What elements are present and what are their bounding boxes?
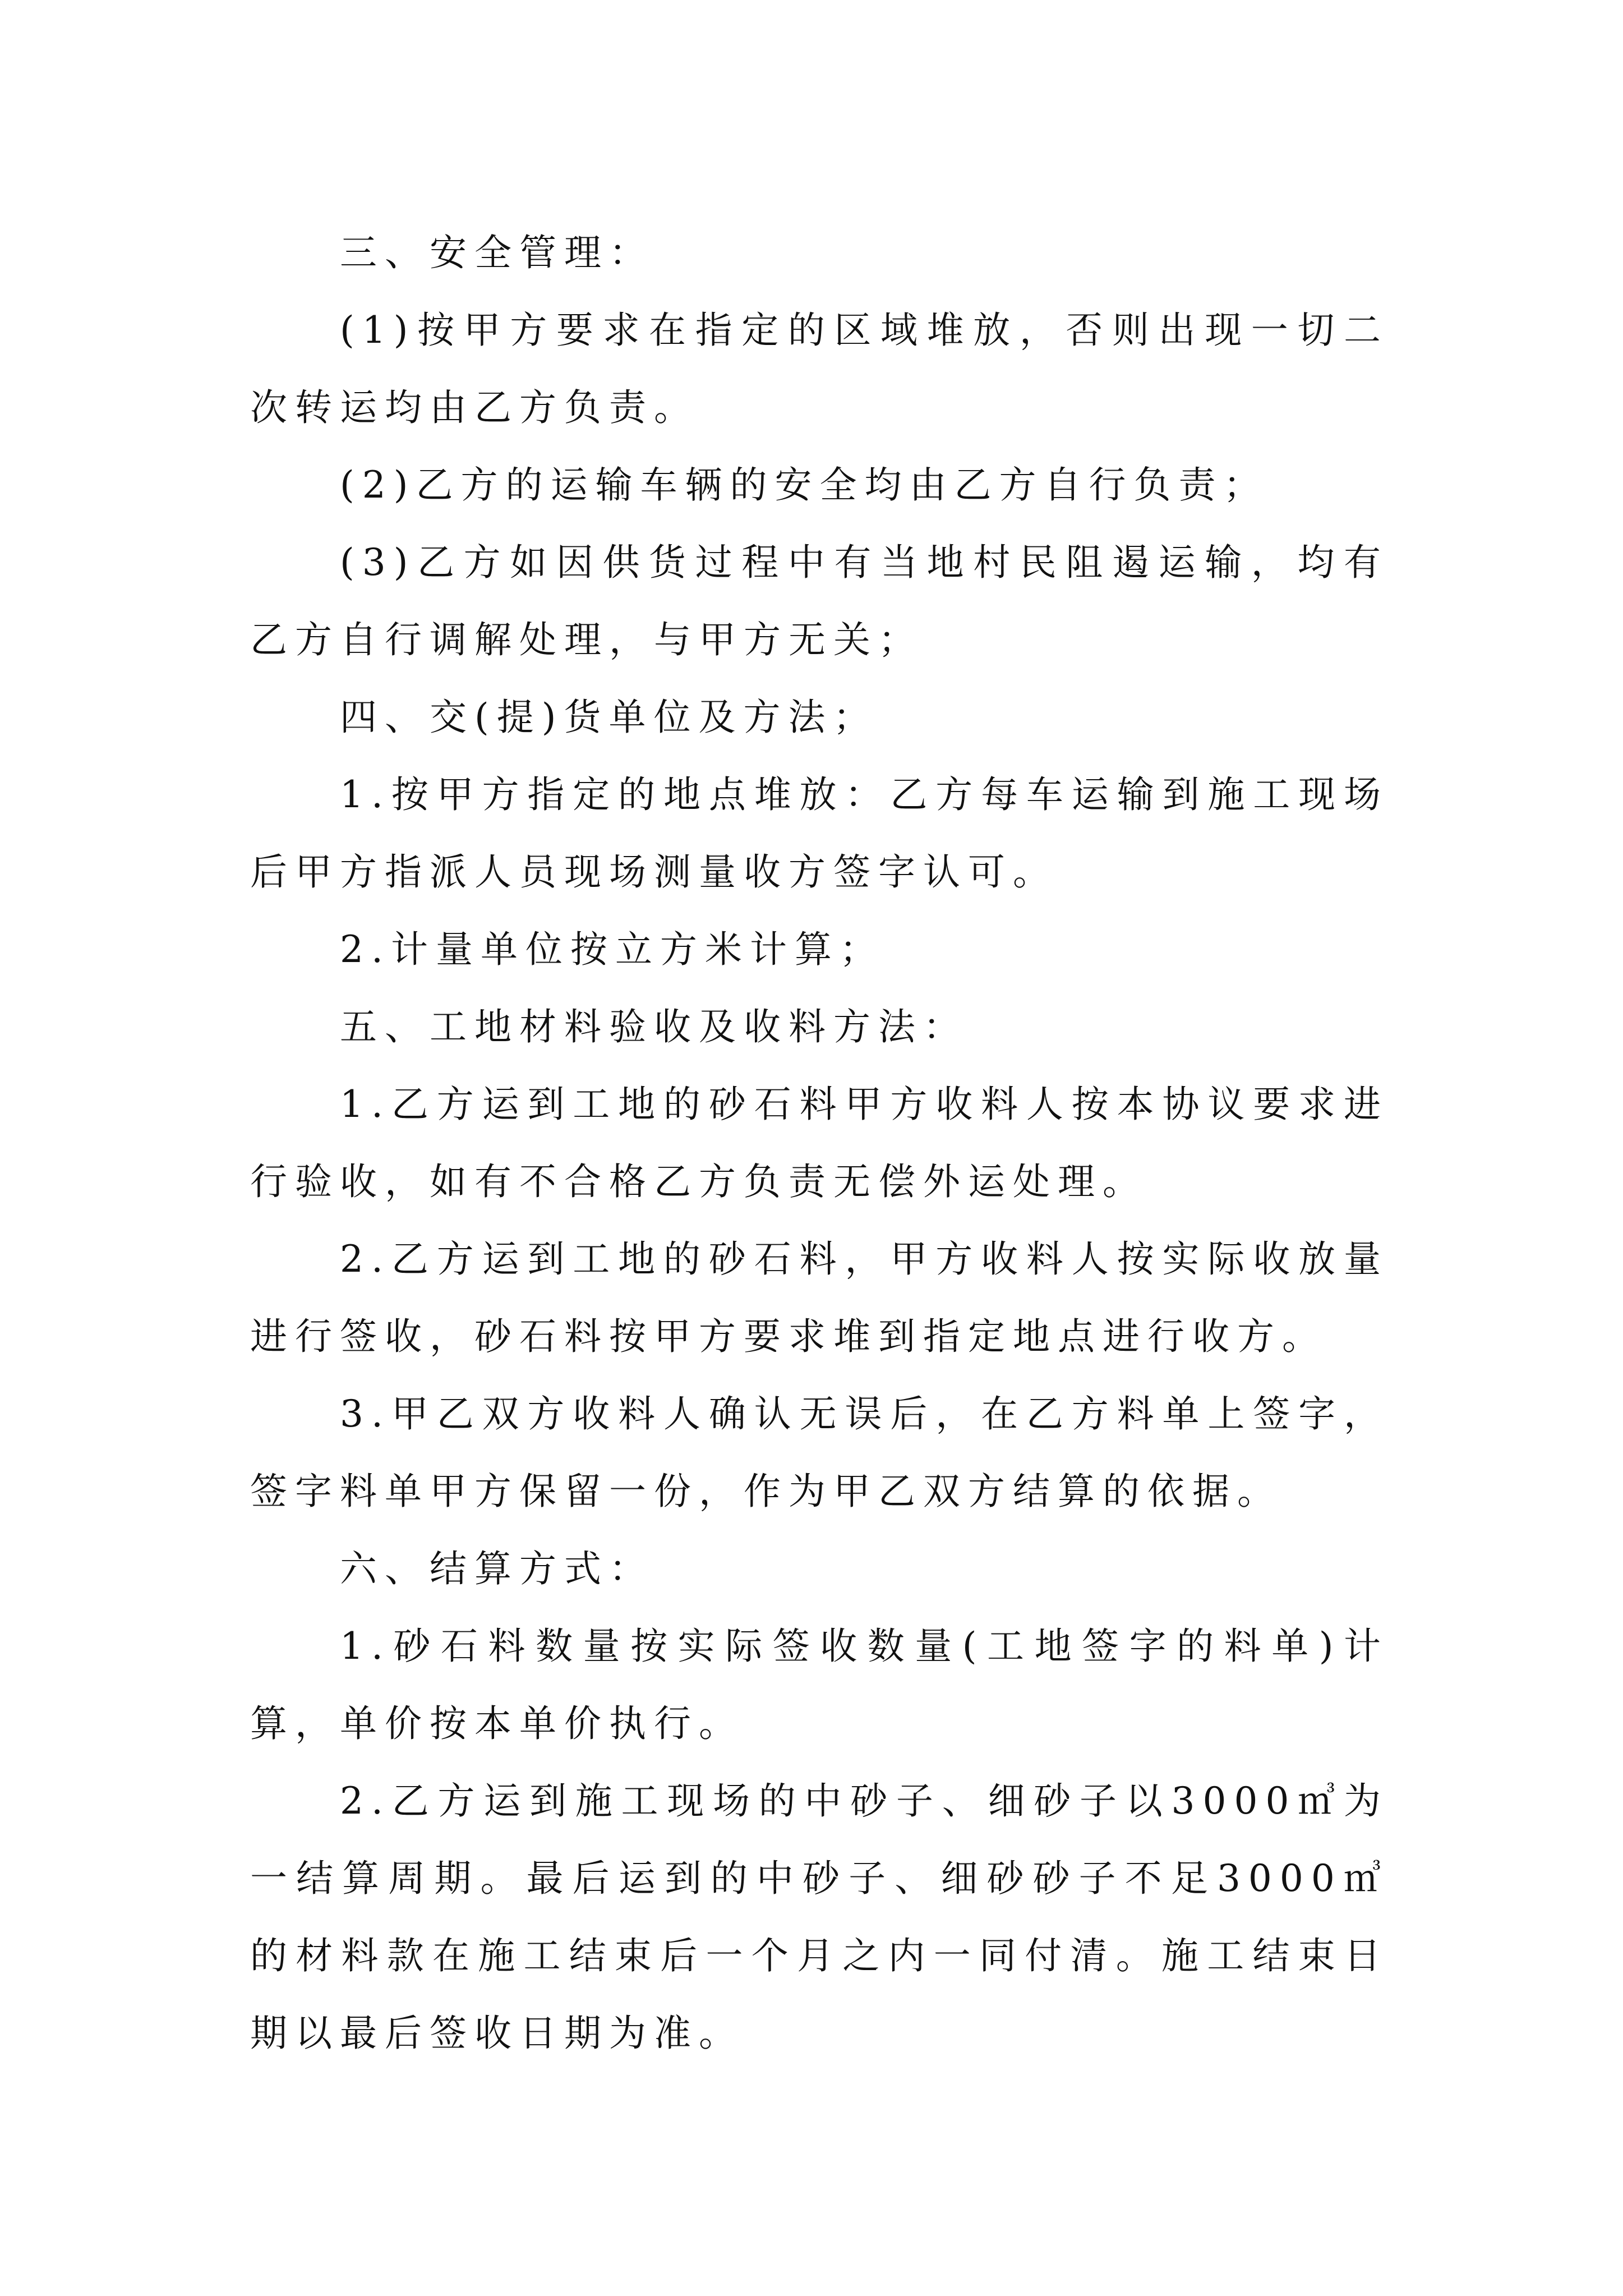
document-body: [250, 214, 1389, 2072]
paragraph-safety-2: (2)乙方的运输车辆的安全均由乙方自行负责；: [340, 463, 1269, 507]
section-heading-settlement: 六、结算方式：: [340, 1547, 654, 1590]
paragraph-acceptance-3: 3.甲乙双方收料人确认无误后，在乙方料单上签字，签字料单甲方保留一份，作为甲乙双方结算的依据。: [250, 1392, 1389, 1513]
section-heading-acceptance: 五、工地材料验收及收料方法：: [340, 1005, 968, 1048]
section-heading-safety: 三、安全管理：: [340, 231, 654, 274]
paragraph-safety-3: (3)乙方如因供货过程中有当地村民阻遏运输，均有乙方自行调解处理，与甲方无关；: [250, 541, 1389, 661]
paragraph-acceptance-1: 1.乙方运到工地的砂石料甲方收料人按本协议要求进行验收，如有不合格乙方负责无偿外运处理。: [250, 1083, 1389, 1203]
paragraph-delivery-2: 2.计量单位按立方米计算；: [340, 928, 884, 971]
paragraph-safety-1: (1)按甲方要求在指定的区域堆放，否则出现一切二次转运均由乙方负责。: [250, 309, 1389, 429]
section-heading-delivery: 四、交(提)货单位及方法；: [340, 696, 878, 739]
paragraph-acceptance-2: 2.乙方运到工地的砂石料，甲方收料人按实际收放量进行签收，砂石料按甲方要求堆到指定地点进行收方。: [250, 1237, 1389, 1358]
paragraph-delivery-1: 1.按甲方指定的地点堆放：乙方每车运输到施工现场后甲方指派人员现场测量收方签字认可。: [250, 773, 1389, 894]
paragraph-settlement-1: 1.砂石料数量按实际签收数量(工地签字的料单)计算，单价按本单价执行。: [250, 1625, 1389, 1745]
paragraph-settlement-2: 2.乙方运到施工现场的中砂子、细砂子以3000㎥为一结算周期。最后运到的中砂子、细砂砂子不足3000㎥的材料款在施工结束后一个月之内一同付清。施工结束日期以最后签收日期为准。: [250, 1779, 1389, 2055]
